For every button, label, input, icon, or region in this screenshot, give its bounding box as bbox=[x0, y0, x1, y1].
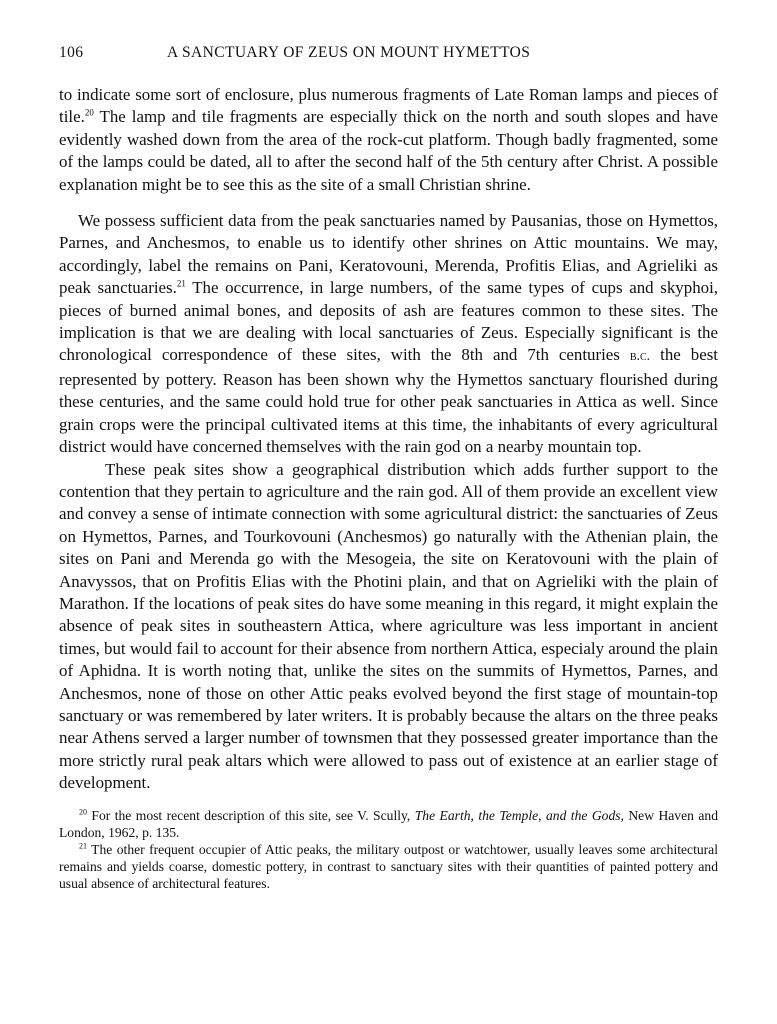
footnote-20 bbox=[59, 807, 718, 841]
paragraph-2-text-b: The occurrence, in large numbers, of the same types of cups and skyphoi, pieces of burned animal bones, and deposits of ash are features common to these sites. The implication is that we are dealing with local sanctuaries of Zeus. Especially significant is the chronological correspondence of these sites, with the 8th and 7th centuries bbox=[59, 278, 718, 365]
paragraph-2 bbox=[59, 210, 718, 458]
footnote-number: 20 bbox=[79, 807, 87, 817]
footnote-number: 21 bbox=[79, 841, 87, 851]
footnote-text-a: For the most recent description of this site, see V. Scully, bbox=[87, 807, 415, 823]
era-abbreviation: b.c. bbox=[629, 349, 651, 365]
footnotes bbox=[59, 807, 718, 893]
paragraph-2-text-a: We possess sufficient data from the peak sanctuaries named by Pausanias, those on Hymettos, Parnes, and Anchesmos, to enable us to identify other shrines on Attic mountains. We may, accordingly, label the remains on Pani, Keratovouni, Merenda, Profitis Elias, and Agrieliki as peak sanctuaries. bbox=[59, 211, 718, 298]
paragraph-1-text-b: The lamp and tile fragments are especially thick on the north and south slopes and have evidently washed down from the area of the rock-cut platform. Though badly fragmented, some of the lamps could be dated, all to after the second half of the 5th century after Christ. A possible explanation might be to see this as the site of a small Christian shrine. bbox=[59, 107, 718, 194]
footnote-21 bbox=[59, 841, 718, 893]
footnote-ref-21[interactable]: 21 bbox=[176, 278, 186, 289]
footnote-book-title: The Earth, the Temple, and the Gods, bbox=[414, 807, 624, 823]
paragraph-1-text-a: to indicate some sort of enclosure, plus numerous fragments of Late Roman lamps and pieces of tile. bbox=[59, 85, 718, 127]
paragraph-1 bbox=[59, 84, 718, 196]
footnote-text-b: New Haven and London, 1962, p. 135. bbox=[59, 807, 718, 840]
paragraph-2-text-c: the best represented by pottery. Reason has been shown why the Hymettos sanctuary flourished during these centuries, and the same could hold true for other peak sanctuaries in Attica as well. Since grain crops were the principal cultivated items at this time, the inhabitants of every agricultural district would have concerned themselves with the rain god on a nearby mountain top. bbox=[59, 345, 718, 457]
footnote-text: The other frequent occupier of Attic peaks, the military outpost or watchtower, usually leaves some architectural remains and yields coarse, domestic pottery, in contrast to sanctuary sites with their quantities of painted pottery and usual absence of architectural features. bbox=[59, 842, 718, 892]
footnote-ref-20[interactable]: 20 bbox=[84, 107, 94, 118]
page-number: 106 bbox=[59, 44, 84, 61]
running-head: A SANCTUARY OF ZEUS ON MOUNT HYMETTOS bbox=[167, 44, 531, 61]
page-header bbox=[59, 44, 718, 68]
paragraph-3: These peak sites show a geographical distribution which adds further support to the contention that they pertain to agriculture and the rain god. All of them provide an excellent view and convey a sense of intimate connection with some agricultural district: the sanctuaries of Zeus on Hymettos, Parnes, and Tourkovouni (Anchesmos) go naturally with the Athenian plain, the sites on Pani and Merenda go with the Mesogeia, the site on Keratovouni with the plain of Anavyssos, that on Profitis Elias with the Photini plain, and that on Agrieliki with the plain of Marathon. If the locations of peak sites do have some meaning in this regard, it might explain the absence of peak sites in southeastern Attica, where agriculture was less important in ancient times, but would fail to account for their absence from northern Attica, especialy around the plain of Aphidna. It is worth noting that, unlike the sites on the summits of Hymettos, Parnes, and Anchesmos, none of those on other Attic peaks evolved beyond the first stage of mountain-top sanctuary or was remembered by later writers. It is probably because the altars on the three peaks near Athens served a larger number of townsmen that they possessed greater importance than the more strictly rural peak altars which were allowed to pass out of existence at an earlier stage of development. bbox=[59, 459, 718, 793]
body-text bbox=[59, 84, 718, 795]
page bbox=[59, 44, 718, 893]
